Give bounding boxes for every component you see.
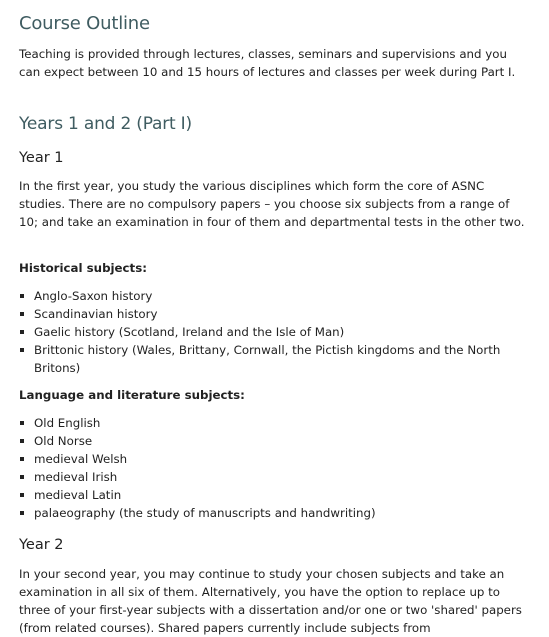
bullet-icon (20, 330, 24, 334)
part1-heading: Years 1 and 2 (Part I) (19, 114, 192, 134)
list-item (19, 504, 531, 522)
bullet-icon (20, 421, 24, 425)
year2-heading: Year 2 (19, 537, 64, 553)
course-outline-intro: Teaching is provided through lectures, classes, seminars and supervisions and you can expect between 10 and 15 hours of lectures and classes per week during Part I. (19, 47, 516, 79)
list-item (19, 486, 531, 504)
bullet-icon (20, 457, 24, 461)
list-item-text: medieval Irish (34, 470, 118, 484)
list-item-text: Anglo-Saxon history (34, 289, 153, 303)
list-item (19, 341, 531, 377)
bullet-icon (20, 511, 24, 515)
language-subjects-list (19, 414, 531, 522)
list-item (19, 432, 531, 450)
list-item-text: medieval Welsh (34, 452, 128, 466)
list-item-text: Old Norse (34, 434, 93, 448)
year2-intro: In your second year, you may continue to study your chosen subjects and take an examination in all six of them. Alternatively, you have the option to replace up to three of your first-year subjects with a dissertation and/or one or two 'shared' papers (from related courses). Shared papers currently include subjects from (19, 567, 522, 635)
bullet-icon (20, 475, 24, 479)
bullet-icon (20, 439, 24, 443)
bullet-icon (20, 348, 24, 352)
course-outline-heading: Course Outline (19, 13, 150, 34)
list-item-text: Scandinavian history (34, 307, 158, 321)
list-item (19, 468, 531, 486)
list-item (19, 414, 531, 432)
bullet-icon (20, 294, 24, 298)
list-item (19, 305, 531, 323)
list-item (19, 323, 531, 341)
bullet-icon (20, 493, 24, 497)
year1-heading: Year 1 (19, 150, 64, 166)
bullet-icon (20, 312, 24, 316)
year1-intro: In the first year, you study the various disciplines which form the core of ASNC studies. There are no compulsory papers – you choose six subjects from a range of 10; and take an examination in four of them and departmental tests in the other two. (19, 179, 525, 229)
historical-subjects-list (19, 287, 531, 377)
language-subjects-label: Language and literature subjects: (19, 388, 245, 402)
historical-subjects-label: Historical subjects: (19, 261, 147, 275)
list-item-text: palaeography (the study of manuscripts and handwriting) (34, 506, 376, 520)
list-item-text: Old English (34, 416, 101, 430)
list-item-text: medieval Latin (34, 488, 122, 502)
list-item-text: Brittonic history (Wales, Brittany, Cornwall, the Pictish kingdoms and the North Britons) (34, 343, 501, 375)
list-item-text: Gaelic history (Scotland, Ireland and the Isle of Man) (34, 325, 345, 339)
list-item (19, 450, 531, 468)
list-item (19, 287, 531, 305)
